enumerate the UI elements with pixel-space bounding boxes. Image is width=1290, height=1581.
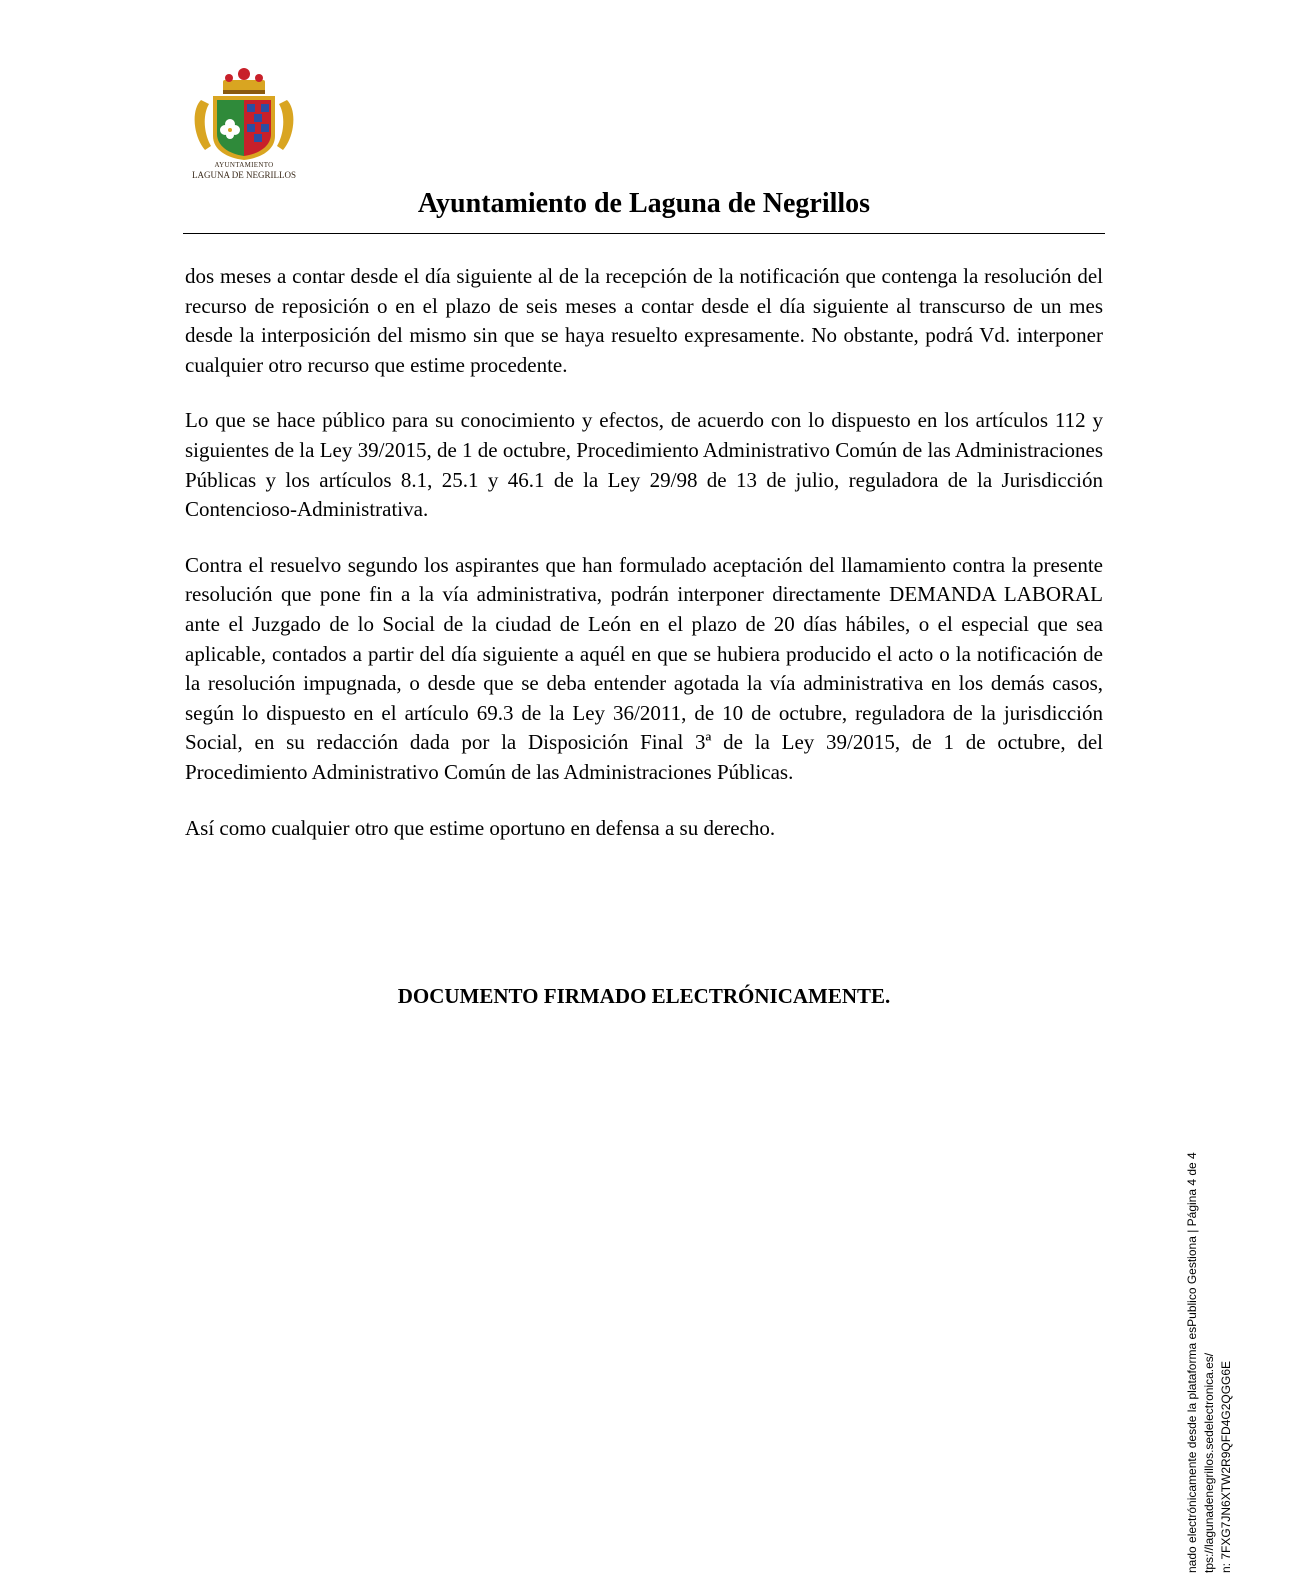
paragraph-other-remedies: Así como cualquier otro que estime oportuno en defensa a su derecho.	[185, 815, 776, 840]
verification-stamp	[1184, 1152, 1235, 1573]
paragraph-legal-basis: Lo que se hace público para su conocimiento y efectos, de acuerdo con lo dispuesto en los artículos 112 y siguientes de la Ley 39/2015, de 1 de octubre, Procedimiento Administrativo Común de las Administraciones Públicas y los artículos 8.1, 25.1 y 46.1 de la Ley 29/98 de 13 de julio, reguladora de la Jurisdicción Contencioso-Administrativa.	[185, 408, 1104, 522]
paragraph-labour-claim: Contra el resuelvo segundo los aspirantes que han formulado aceptación del llamamiento contra la presente resolución que pone fin a la vía administrativa, podrán interponer directamente DEMANDA LABORAL ante el Juzgado de lo Social de la ciudad de León en el plazo de 20 días hábiles, o el especial que sea aplicable, contados a partir del día siguiente a aquél en que se hubiera producido el acto o la notificación de la resolución impugnada, o desde que se deba entender agotada la vía administrativa en los demás casos, según lo dispuesto en el artículo 69.3 de la Ley 36/2011, de 10 de octubre, reguladora de la jurisdicción Social, en su redacción dada por la Disposición Final 3ª de la Ley 39/2015, de 1 de octubre, del Procedimiento Administrativo Común de las Administraciones Públicas.	[185, 552, 1103, 784]
electronic-signature-note: DOCUMENTO FIRMADO ELECTRÓNICAMENTE.	[397, 984, 891, 1008]
municipal-logo	[183, 66, 305, 184]
paragraph-appeal-deadlines: dos meses a contar desde el día siguiente al de la recepción de la notificación que contenga la resolución del recurso de reposición o en el plazo de seis meses a contar desde el día siguiente al transcurso de un mes desde la interposición del mismo sin que se haya resuelto expresamente. No obstante, podrá Vd. interponer cualquier otro recurso que estime procedente.	[185, 264, 1103, 377]
document-body	[185, 262, 1103, 869]
logo-caption-municipality: LAGUNA DE NEGRILLOS	[192, 170, 296, 180]
signature-platform-note: n: 7FXG7JN6XTW2R9QFD4G2QGG6E	[1219, 1360, 1233, 1573]
verification-code: nado electrónicamente desde la plataforma esPublico Gestiona | Página 4 de 4	[1185, 1152, 1199, 1573]
coat-of-arms-icon	[183, 66, 305, 161]
page-title: Ayuntamiento de Laguna de Negrillos	[417, 188, 871, 219]
header-divider	[183, 233, 1105, 234]
logo-caption-ayuntamiento: AYUNTAMIENTO	[214, 161, 274, 169]
verification-url: tps://lagunadenegrillos.sedelectronica.es/	[1202, 1352, 1216, 1573]
